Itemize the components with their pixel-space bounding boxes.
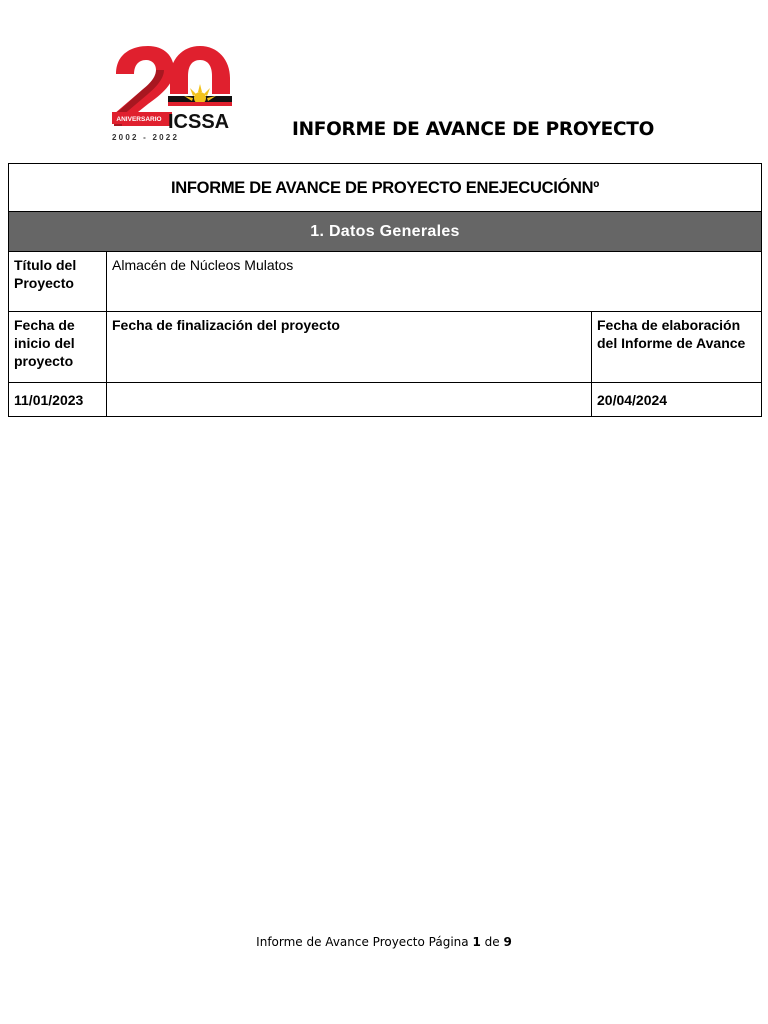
end-date-value	[107, 383, 592, 417]
start-date-label: Fecha de inicio del proyecto	[9, 312, 107, 383]
footer-total-pages: 9	[503, 935, 512, 949]
document-title: INFORME DE AVANCE DE PROYECTO	[292, 119, 655, 140]
project-title-value: Almacén de Núcleos Mulatos	[107, 252, 762, 312]
report-table	[8, 163, 762, 417]
end-date-label: Fecha de finalización del proyecto	[107, 312, 592, 383]
logo-brand-text: ICSSA	[168, 111, 230, 133]
footer-prefix: Informe de Avance Proyecto Página	[256, 935, 469, 949]
report-date-value: 20/04/2024	[592, 383, 762, 417]
logo-years-text: 2 0 0 2 - 2 0 2 2	[112, 133, 177, 142]
icssa-anniversary-logo	[108, 44, 238, 146]
footer-of: de	[484, 935, 500, 949]
page-footer	[0, 935, 768, 949]
project-title-label: Título del Proyecto	[9, 252, 107, 312]
logo-ribbon-text: ANIVERSARIO	[116, 116, 162, 123]
logo-graphic	[108, 44, 238, 146]
footer-page-number: 1	[472, 935, 481, 949]
section-title: 1. Datos Generales	[9, 212, 762, 252]
start-date-value: 11/01/2023	[9, 383, 107, 417]
report-heading: INFORME DE AVANCE DE PROYECTO ENEJECUCIÓNNº	[9, 164, 762, 212]
report-date-label: Fecha de elaboración del Informe de Avance	[592, 312, 762, 383]
